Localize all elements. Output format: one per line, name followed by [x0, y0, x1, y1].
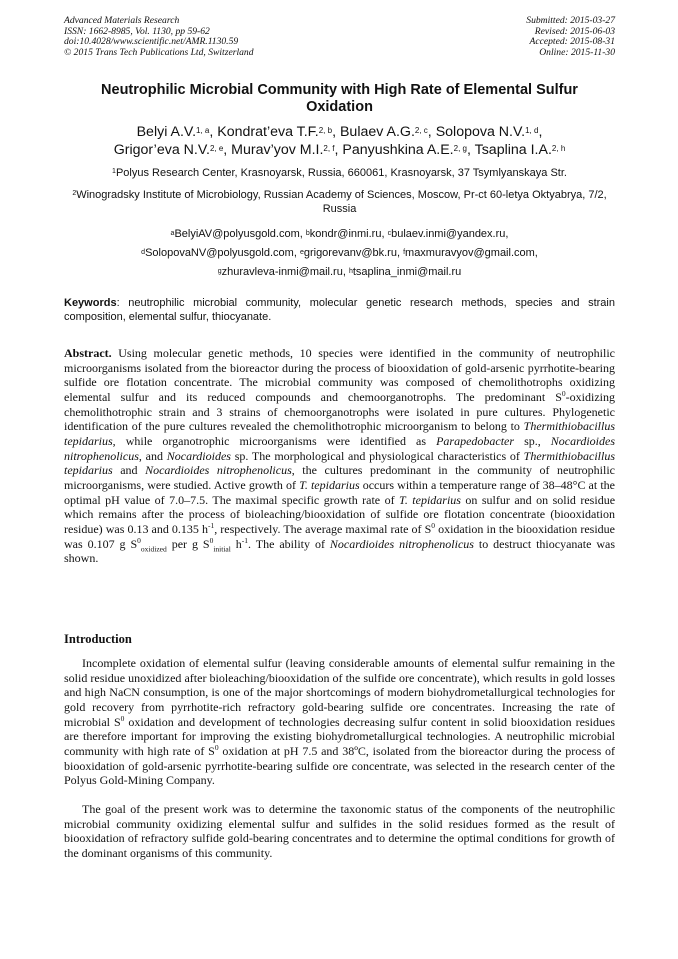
author: Belyi A.V.$^{1, a}$, — [136, 124, 218, 140]
email[interactable]: $^e$grigorevanv@bk.ru — [299, 247, 397, 259]
keywords-label: Keywords — [64, 297, 117, 309]
email[interactable]: $^c$bulaev.inmi@yandex.ru — [387, 228, 506, 240]
email[interactable]: $^d$SolopovaNV@polyusgold.com — [141, 247, 294, 259]
section-heading-introduction: Introduction — [64, 632, 132, 646]
abstract: Abstract. Using molecular genetic methods, 10 species were identified in the community of neutrophilic microorganisms isolated from the bioreactor during the process of biooxidation of gold-arsenic pyrrhotite-bearing sulfide ore flotation concentrate. The microbial community was composed of chemolithotrophs oxidizing elemental sulfur and its reduced compounds and chemoorganotrophs. The predominant $S^0$-oxidizing chemolithotrophic strain and 3 strains of chemoorganotrophs were isolated in pure cultures. Phylogenetic identification of the pure cultures revealed the chemolithotrophic microorganism to belong to Thermithiobacillus tepidarius, while organotrophic microorganisms were identified as Parapedobacter sp., Nocardioides nitrophenolicus, and Nocardioides sp. The morphological and physiological characteristics of Thermithiobacillus tepidarius and Nocardioides nitrophenolicus, the cultures predominant in the community of neutrophilic microorganisms, were studied. Active growth of T. tepidarius occurs within a temperature range of 38–48°C at the optimal pH value of 7.0–7.5. The maximal specific growth rate of T. tepidarius on sulfur and on solid residue which remains after the process of bioleaching/biooxidation of sulfide ore flotation concentrate (biooxidation residue) was 0.13 and 0.135 $h^{-1}$, respectively. The average maximal rate of $S^0$ oxidation in the biooxidation residue was 0.107 g $S^0_{oxidized}$ per g $S^0_{initial}$ $h^{-1}$. The ability of Nocardioides nitrophenolicus to destruct thiocyanate was shown. — [64, 346, 616, 566]
author: Kondrat’eva T.F.$^{2, b}$, — [217, 124, 340, 140]
affiliation-1: $^1$Polyus Research Center, Krasnoyarsk, Russia, 660061, Krasnoyarsk, 37 Tsymlyanskaya Str. — [112, 167, 567, 179]
journal-issn: ISSN: 1662-8985, Vol. 1130, pp 59-62 — [64, 25, 210, 37]
author: Tsaplina I.A.$^{2, h}$ — [474, 142, 566, 158]
journal-name: Advanced Materials Research — [64, 15, 180, 26]
keywords — [64, 296, 615, 325]
author: Solopova N.V.$^{1, d}$, — [435, 124, 543, 140]
date-submitted: Submitted: 2015-03-27 — [526, 15, 615, 26]
date-online: Online: 2015-11-30 — [539, 46, 615, 58]
publication-dates — [526, 16, 615, 58]
author: Panyushkina A.E.$^{2, g}$, — [342, 142, 475, 158]
author: Murav’yov M.I.$^{2, f}$, — [231, 142, 343, 158]
author-list — [64, 123, 615, 159]
title-line-2: Oxidation — [306, 98, 373, 115]
intro-paragraph: The goal of the present work was to determine the taxonomic status of the components of the neutrophilic microbial community oxidizing elemental sulfur and sulfides in the solid residues formed as the result of biooxidation of refractory sulfide gold-bearing concentrates and to determine the optimal conditions for growth of the dominant organisms of this community. — [64, 802, 615, 860]
abstract-label: Abstract. — [64, 346, 112, 360]
email-list: $^a$BelyiAV@polyusgold.com, $^b$kondr@inmi.ru, $^c$bulaev.inmi@yandex.ru, $^d$SolopovaNV@polyusgold.com, $^e$grigorevanv@bk.ru, $^f$maxmuravyov@gmail.com, $^g$zhuravleva-inmi@mail.ru, $^h$tsaplina_inmi@mail.ru — [141, 228, 538, 278]
affiliation-2: $^2$Winogradsky Institute of Microbiology, Russian Academy of Sciences, Moscow, Pr-ct 60-letya Oktyabrya, 7/2, Russia — [72, 189, 607, 216]
email[interactable]: $^g$zhuravleva-inmi@mail.ru — [217, 266, 343, 278]
date-accepted: Accepted: 2015-08-31 — [529, 36, 615, 48]
keywords-text: : neutrophilic microbial community, molecular genetic research methods, species and strain composition, elemental sulfur, thiocyanate. — [64, 297, 615, 324]
author: Grigor’eva N.V.$^{2, e}$, — [113, 142, 232, 158]
date-revised: Revised: 2015-06-03 — [534, 25, 615, 37]
journal-copyright: © 2015 Trans Tech Publications Ltd, Switzerland — [64, 46, 254, 58]
paper-title — [64, 82, 615, 115]
intro-paragraph: Incomplete oxidation of elemental sulfur (leaving considerable amounts of elemental sulfur remaining in the solid residue unoxidized after bioleaching/biooxidation of the sulfide ore concentrate), which results in gold losses and high NaCN consumption, is one of the major shortcomings of modern biohydrometallurgical technologies for gold recovery from pyrrhotite-rich refractory gold-bearing sulfide ore concentrates. Increasing the rate of microbial $S^0$ oxidation and development of technologies decreasing sulfur content in solid biooxidation residues are therefore important for improving the existing biohydrometallurgical technologies. A neutrophilic microbial community with high rate of $S^0$ oxidation at pH 7.5 and 38ºC, isolated from the bioreactor during the process of biooxidation of gold-arsenic pyrrhotite-bearing sulfide ore concentrate, was selected in the research center of the Polyus Gold-Mining Company. — [64, 656, 615, 788]
email[interactable]: $^a$BelyiAV@polyusgold.com — [170, 228, 300, 240]
author: Bulaev A.G.$^{2, c}$, — [339, 124, 436, 140]
journal-info — [64, 16, 254, 58]
email[interactable]: $^b$kondr@inmi.ru — [305, 228, 382, 240]
journal-doi: doi:10.4028/www.scientific.net/AMR.1130.59 — [64, 36, 239, 48]
journal-header — [64, 16, 615, 58]
email[interactable]: $^f$maxmuravyov@gmail.com — [403, 247, 535, 259]
title-line-1: Neutrophilic Microbial Community with High Rate of Elemental Sulfur — [101, 82, 578, 98]
email[interactable]: $^h$tsaplina_inmi@mail.ru — [348, 266, 462, 278]
